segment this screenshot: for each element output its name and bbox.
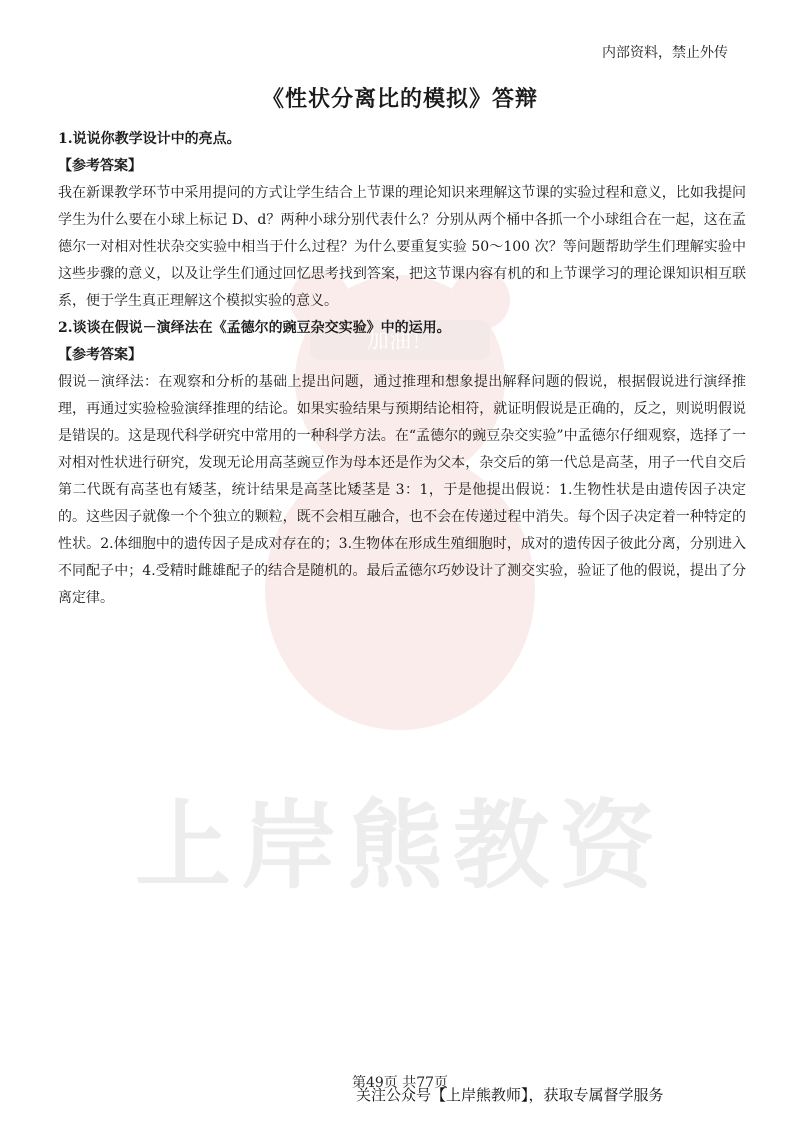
page-number: 第49页 共77页 (351, 1075, 449, 1091)
question-2: 2.谈谈在假说－演绎法在《孟德尔的豌豆杂交实验》中的运用。 (58, 320, 451, 336)
confidential-note: 内部资料，禁止外传 (602, 45, 728, 61)
answer-label-1: 【参考答案】 (58, 158, 142, 174)
document-body (58, 126, 746, 612)
footer-promo: 关注公众号【上岸熊教师】，获取专属督学服务 (356, 1086, 664, 1104)
watermark-text: 上岸熊教资 (135, 790, 665, 902)
watermark-badge: 加油！ (366, 329, 434, 354)
question-1: 1.说说你教学设计中的亮点。 (58, 131, 241, 147)
section-2 (58, 315, 746, 612)
answer-label-2: 【参考答案】 (58, 347, 142, 363)
answer-2: 假说－演绎法：在观察和分析的基础上提出问题，通过推理和想象提出解释问题的假说，根据假说进行演绎推理，再通过实验检验演绎推理的结论。如果实验结果与预期结论相符，就证明假说是正确的，反之，则说明假说是错误的。这是现代科学研究中常用的一种科学方法。在“孟德尔的豌豆杂交实验”中孟德尔仔细观察，选择了一对相对性状进行研究，发现无论用高茎豌豆作为母本还是作为父本，杂交后的第一代总是高茎，用子一代自交后第二代既有高茎也有矮茎，统计结果是高茎比矮茎是 3：1，于是他提出假说：1.生物性状是由遗传因子决定的。这些因子就像一个个独立的颗粒，既不会相互融合，也不会在传递过程中消失。每个因子决定着一种特定的性状。2.体细胞中的遗传因子是成对存在的；3.生物体在形成生殖细胞时，成对的遗传因子彼此分离，分别进入不同配子中；4.受精时雌雄配子的结合是随机的。最后孟德尔巧妙设计了测交实验，验证了他的假说，提出了分离定律。 (58, 374, 746, 606)
page-title: 《性状分离比的模拟》答辩 (261, 86, 538, 112)
answer-1: 我在新课教学环节中采用提问的方式让学生结合上节课的理论知识来理解这节课的实验过程和意义，比如我提问学生为什么要在小球上标记 D、d？两种小球分别代表什么？分别从两个桶中各抓一个小球组合在一起，这在孟德尔一对相对性状杂交实验中相当于什么过程？为什么要重复实验 50～100 次？等问题帮助学生们理解实验中这些步骤的意义，以及让学生们通过回忆思考找到答案，把这节课内容有机的和上节课学习的理论课知识相互联系，便于学生真正理解这个模拟实验的意义。 (58, 185, 746, 309)
section-1 (58, 126, 746, 315)
